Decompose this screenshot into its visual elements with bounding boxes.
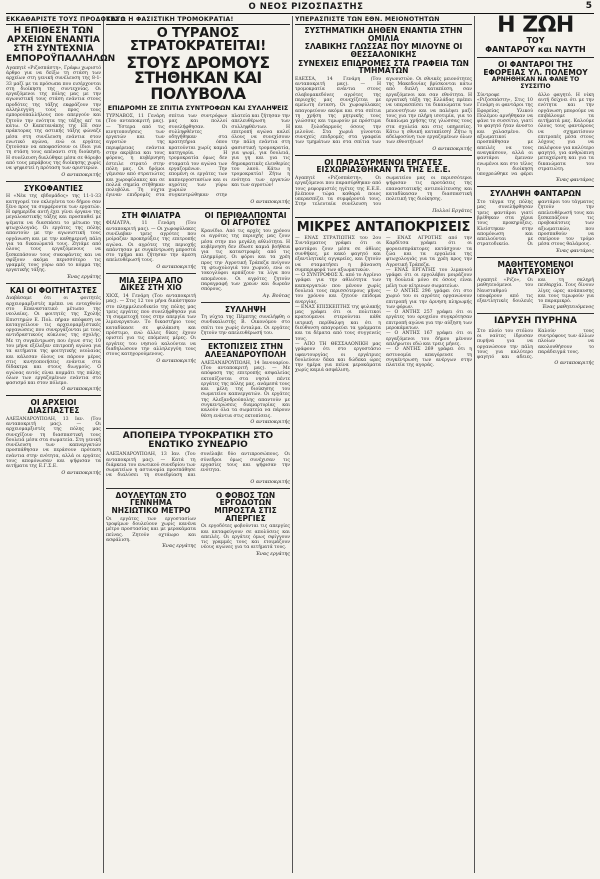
article-signature: Ένας εργάτης bbox=[255, 551, 290, 557]
brand-title: Η ΖΩΗ bbox=[497, 13, 574, 38]
divider bbox=[477, 186, 594, 187]
article bbox=[6, 185, 101, 280]
article-headline: ΔΟΥΛΕΥΤΩΝ ΣΤΟ ΓΕΝΝΗΜΑ ΝΗΣΙΩΤΙΚΟ ΜΕΤΡΟ bbox=[111, 490, 191, 516]
article bbox=[201, 492, 290, 557]
article-signature: Ένας φαντάρος bbox=[555, 248, 594, 254]
article bbox=[106, 492, 196, 557]
article-body: Αγαπητέ «Ριζο», Οι μαθητευόμενοι του Ναυσταθμού υποφέρουν από τις εξαντλητικές δουλειές και τη σκληρή πειθαρχία. Τους δίνουν λίγες ώρες ανάπαυσης και τους τιμωρούν για το παραμικρό. bbox=[477, 278, 594, 305]
article-headline: ΣΤΗ ΦΙΛΙΑΤΡΑ bbox=[121, 210, 181, 220]
article-signature: Ο ανταποκριτής bbox=[156, 358, 196, 364]
article bbox=[6, 26, 116, 178]
article-signature: Ο ανταποκριτής bbox=[61, 470, 101, 476]
lead-subhead: ΕΠΙΔΡΟΜΗ ΣΕ ΣΠΙΤΙΑ ΣΥΝΤΡΟΦΩΝ ΚΑΙ ΣΥΛΛΗΨΕΙΣ bbox=[107, 103, 289, 112]
divider bbox=[106, 273, 196, 274]
lead-article bbox=[106, 27, 290, 205]
short-report: — Ο ΑΝΤΗΣ 269 γράφει ότι η αστυνομία απαγόρευσε τη συγκέντρωση των ανέργων στην πλατεία της αγοράς. bbox=[386, 347, 472, 369]
short-report: — ΕΝΑΣ ΕΠΙΣΚΕΠΤΗΣ της φυλακής μας γράφει ότι οι πολιτικοί κρατούμενοι στερούνται κάθε ιατρική περίθαλψη και ότι η διεύθυνση απαγορεύει τα γράμματα και τα δέματα από τους συγγενείς τους. bbox=[295, 304, 381, 342]
divider bbox=[106, 428, 290, 429]
article-headline: ΙΔΡΥΣΗ ΠΥΡΗΝΑ bbox=[494, 316, 577, 327]
lead-headline: Ο ΤΥΡΑΝΟΣ ΣΤΡΑΤΟΚΡΑΤΕΙΤΑΙ! bbox=[130, 26, 266, 55]
article-signature: Ο ανταποκριτής bbox=[156, 264, 196, 270]
article-headline: ΜΙΑ ΣΕΙΡΑ ΑΠΟ ΔΙΚΕΣ ΣΤΗ ΧΙΟ bbox=[118, 275, 184, 293]
divider bbox=[106, 208, 290, 209]
short-report: — Ο ΣΥΝΤΡΟΦΟΣ Χ. από το Αγρίνιο γράφει για την αθλιότητα των καπνεργατών που μένουν χωρίς δουλειά τους περισσότερους μήνες του χρόνου και ζητούν επίδομα ανεργίας. bbox=[295, 273, 381, 305]
short-report: — Ο ΑΝΤΗΣ 257 γράφει ότι οι εργάτες του ορυχείου συγκρότησαν επιτροπή αγώνα για την αύξηση των μεροκάματων. bbox=[386, 310, 472, 332]
article-signature: Ένας μαθητευόμενος bbox=[541, 305, 594, 311]
article-body: ΧΙΟΣ, 14 Γενάρη (Του ανταποκριτή μας). — Στις 12 του μήνα δικάστηκαν στο πλημμελειοδικείο της πόλης μας τρεις εργάτες που συνελήφθησαν για τη συμμετοχή τους στην απεργία των λιμενεργατών. Το δικαστήριο τους καταδίκασε σε φυλάκιση και πρόστιμο, ενώ άλλες δίκες έχουν οριστεί για τις επόμενες μέρες. Οι εργάτες του νησιού καλούνται να διαδηλώσουν την αλληλεγγύη τους στους κατηγορούμενους. bbox=[106, 293, 196, 358]
short-report: — Ο ΑΝΤΗΣ 167 γράφει ότι οι εργαζόμενοι του δήμου μένουν απλήρωτοι εδώ και τρεις μήνες. bbox=[386, 331, 472, 347]
banner-headline: ΑΠΟΠΕΙΡΑ ΤΥΡΟΚΡΑΤΙΚΗ ΣΤΟ ΕΝΩΤΙΚΟ ΣΥΝΕΔΡΙΟ bbox=[122, 430, 274, 451]
divider bbox=[477, 57, 594, 58]
article-body: Στο τάγμα της πόλης μας συνελήφθησαν τρεις φαντάροι γιατί βρέθηκαν στα χέρια τους προκηρύξεις. Κλείστηκαν στην απομόνωση και απειλούνται με στρατοδικείο. Οι φαντάροι του τάγματος ζητούν την απελευθέρωσή τους και ξεσκεπάζουν τις προβοκάτσιες των αξιωματικών, που προσπαθούν να σπείρουν τον τρόμο μέσα στους θαλάμους. bbox=[477, 200, 594, 248]
article-headline: ΟΙ ΑΡΧΕΙΟΙ ΔΙΑΣΠΑΣΤΕΣ bbox=[27, 398, 80, 416]
article-headline: ΟΙ ΦΑΝΤΑΡΟΙ ΤΗΣ ΕΦΟΡΕΙΑΣ ΥΛ. ΠΟΛΕΜΟΥ bbox=[483, 60, 588, 77]
column-rule bbox=[292, 16, 293, 873]
article-headline: ΜΙΚΡΕΣ ΑΝΤΑΠΟΚΡΙΣΕΙΣ bbox=[296, 219, 471, 235]
short-report: — ΕΝΑΣ ΑΓΡΟΤΗΣ από την Καρδίτσα γράφει ότι οι φοροεισπράκτορες κατάσχουν τα ζώα και τα εργαλεία της φτωχολογιάς για τα χρέη προς την Αγροτική Τράπεζα. bbox=[386, 236, 472, 268]
short-report-list bbox=[295, 236, 472, 374]
column-2 bbox=[106, 16, 290, 875]
article-signature: Πολλοί Εργάτες bbox=[432, 208, 472, 214]
article-headline: ΕΚΤΟΠΙΣΕΙΣ ΣΤΗΝ ΑΛΕΞΑΝΔΡΟΥΠΟΛΗ bbox=[204, 342, 287, 359]
divider bbox=[6, 283, 101, 284]
short-report: — Ο ΑΝΤΗΣ 296 γράφει ότι στο χωριό του οι αγρότες οργανώνουν επιτροπή για την άρνηση πληρωμής των φόρων. bbox=[386, 288, 472, 310]
article-body: Σύντροφε «Ριζοσπάστη», Στις 10 Γενάρη οι φαντάροι της Εφορείας Υλικού Πολέμου αρνήθηκαν να φάνε το συσσίτιο, γιατί το φαγητό ήταν άνοστο και χαλασμένο. Οι αξιωματικοί προσπάθησαν με απειλές να τους αναγκάσουν, αλλά οι φαντάροι έμειναν ενωμένοι και στο τέλος η διοίκηση υποχρεώθηκε να φέρει άλλο φαγητό. Η νίκη αυτή δείχνει ότι με την ενότητα και την οργάνωση μπορούμε να επιβάλουμε τα αιτήματά μας. Καλούμε όλους τους φαντάρους να σχηματίσουν επιτροπές μέσα στους λόχους για να παλέψουν για καλύτερο φαγητό, για ανθρώπινη μεταχείριση και για τα δικαιώματα του στρατιώτη. bbox=[477, 92, 594, 178]
article-body: Αγαπητέ «Ριζοσπάστη», Οι εργαζόμενοι που παρασύρθηκαν από τους ρεφορμιστές ηγέτες της Ε.Ε.Ε. βλέπουν τώρα καθαρά ποιος υπερασπίζει τα συμφέροντά τους. Στην τελευταία συνέλευση του σωματείου μας οι περισσότεροι ψήφισαν τις προτάσεις της επαναστατικής αντιπολίτευσης και καταδίκασαν τη διασπαστική πολιτική της διοίκησης. bbox=[295, 175, 472, 208]
lead-headline: ΣΤΟΥΣ ΔΡΟΜΟΥΣ ΣΤΗΘΗΚΑΝ ΚΑΙ ΠΟΛΥΒΟΛΑ bbox=[126, 53, 270, 104]
divider bbox=[106, 488, 290, 489]
lead-headline: ΣΛΑΒΙΚΗΣ ΓΛΩΣΣΑΣ ΠΟΥ ΜΙΛΟΥΝΕ ΟΙ ΘΕΣΣΑΛΟΝΙΚΗΣ bbox=[304, 42, 463, 59]
divider bbox=[477, 257, 594, 258]
article-signature: Ένας εργάτης bbox=[66, 274, 101, 280]
page-number: 5 bbox=[585, 1, 592, 11]
article-body: ΑΛΕΞΑΝΔΡΟΥΠΟΛΗ, 13 Ιαν. (Του ανταποκριτή μας). — Οι αρχειομαρξιστές της πόλης μας συνεχίζουν τη διασπαστική τους δουλειά μέσα στα σωματεία. Στη γενική συνέλευση των καπνεργατών προσπάθησαν να περάσουν πρόταση ενάντια στην ενότητα, αλλά οι εργάτες τους απομόνωσαν και ψήφισαν τα αιτήματα της Ε.Γ.Σ.Ε. bbox=[6, 416, 101, 470]
article-signature: Ο ανταποκριτής bbox=[61, 172, 101, 178]
section-header: ΚΑΤΩ Η ΦΑΣΙΣΤΙΚΗ ΤΡΟΜΟΚΡΑΤΙΑ! bbox=[106, 16, 290, 25]
column-rule bbox=[103, 16, 104, 873]
article-headline: ΜΑΘΗΤΕΥΟΜΕΝΟΙ ΝΑΥΤΑΡΧΕΙΟΥ bbox=[497, 259, 574, 277]
column-4 bbox=[477, 13, 594, 875]
section-header: ΕΚΚΑΘΑΡΙΣΤΕ ΤΟΥΣ ΠΡΟΔΟΤΕΣ ! bbox=[6, 16, 125, 23]
article-body: ΑΛΕΞΑΝΔΡΟΥΠΟΛΗ, 14 Ιανουαρίου. (Του ανταποκριτή μας). — Με απόφαση της επιτροπής ασφαλείας εκτοπίζονται στα νησιά πέντε εργάτες της πόλης μας, ανάμεσά τους και μέλη της διοίκησης του σωματείου καπνεργατών. Οι εργάτες της Αλεξανδρούπολης απαντούν με συγκεντρώσεις διαμαρτυρίας και καλούν όλα τα σωματεία να πάρουν θέση ενάντια στις εκτοπίσεις. bbox=[201, 360, 291, 419]
article bbox=[477, 61, 594, 183]
article-signature: Ο ανταποκριτής bbox=[554, 361, 594, 367]
article-headline: ΣΥΛΛΗΨΗ ΦΑΝΤΑΡΩΝ bbox=[489, 189, 582, 199]
divider bbox=[6, 181, 101, 182]
article-signature: Ένας εργάτης bbox=[161, 544, 196, 550]
short-report: — ΕΝΑΣ ΣΤΡΑΤΙΩΤΗΣ του 2ου Συντάγματος γράφει ότι οι φαντάροι ζουν μέσα σε άθλιες συνθήκες, με κακό φαγητό και εξαντλητικές αγγαρείες, και ζητούν να σταματήσει η βάναυση συμπεριφορά των αξιωματικών. bbox=[295, 236, 381, 273]
article-body: ΤΥΡΝΑΒΟΣ, 11 Γενάρη (Του ανταποκριτή μας). — Ύστερα από τις κινητοποιήσεις των εργατών και των αγροτών της περιφέρειας ενάντια στην ακρίβεια και τους φόρους, η κυβέρνηση έστειλε στρατό στην πόλη μας. Οι δρόμοι γέμισαν από στρατιώτες και χωροφύλακες και σε πολλά σημεία στήθηκαν πολυβόλα. Τη νύχτα έγιναν επιδρομές στα σπίτια των συντρόφων μας και πολλοί συνελήφθησαν. Οι συλληφθέντες οδηγήθηκαν στα κρατητήρια όπου κρατούνται χωρίς καμιά κατηγορία. Η τρομοκρατία όμως δεν σταματά τον αγώνα των εργαζομένων. Την επομένη οι εργάτες των καπνεργοστασίων και οι αγρότες των γύρω χωριών συγκεντρώθηκαν στην πλατεία και ζήτησαν την απελευθέρωση των συλληφθέντων. Η επιτροπή αγώνα καλεί όλους να συνεχίσουν την πάλη ενάντια στη φασιστική τρομοκρατία, για ψωμί, για δουλειά, για γη και για τις δημοκρατικές ελευθερίες του λαού. Κάτω η τρομοκρατία! Ζήτω η ενότητα των εργατών και των αγροτών! bbox=[106, 113, 290, 199]
section-header: ΥΠΕΡΑΣΠΙΣΤΕ ΤΩΝ ΕΘΝ. ΜΕΙΟΝΟΤΗΤΩΝ bbox=[295, 16, 472, 25]
article-body: Οι εργοδότες φοβούνται τις απεργίες και καταφεύγουν σε απολύσεις και απειλές. Οι εργάτες όμως σφίγγουν τις γραμμές τους και ετοιμάζουν νέους αγώνες για τα αιτήματά τους. bbox=[201, 524, 290, 551]
article-body: Οι εργάτες των εργοστασίων τροφίμων δουλεύουν χωρίς κανένα μέτρο προστασίας και με μεροκάματα πείνας. Ζητούν οχτάωρο και ασφάλιση. bbox=[106, 516, 196, 543]
short-report: — ΑΠΟ ΤΗ ΘΕΣΣΑΛΟΝΙΚΗ μας γράφουν ότι στο εργοστάσιο υφαντουργίας οι εργάτριες δουλεύουν δέκα και δώδεκα ώρες την ημέρα για πείνα μεροκάματα χωρίς καμιά ασφάλιση. bbox=[295, 341, 381, 374]
article-body: ΑΛΕΞΑΝΔΡΟΥΠΟΛΗ, 13 Ιαν. (Του ανταποκριτή μας). — Κατά τη διάρκεια του ενωτικού συνεδρίου των σωματείων η αστυνομία προσπάθησε να διαλύσει τη συνεδρίαση και συνέλαβε δύο αντιπροσώπους. Οι σύνεδροι όμως συνέχισαν τις εργασίες τους και ψήφισαν την ενότητα. bbox=[106, 452, 290, 479]
article-row bbox=[106, 212, 290, 425]
article-headline: ΣΥΛΛΗΨΗ bbox=[224, 304, 267, 314]
article bbox=[201, 212, 290, 425]
article bbox=[477, 190, 594, 253]
article bbox=[477, 317, 594, 366]
article-signature: Αγ. Βούτας bbox=[262, 293, 290, 299]
article-body: Κρανίδιο. Από τις αρχές του χρόνου οι αγρότες της περιοχής μας ζουν μέσα στην πιο μεγάλη αθλιότητα. Η κυβέρνηση δεν έδωσε καμιά βοήθεια για τις καταστροφές από τις πλημμύρες. Οι φόροι και τα χρέη προς την Αγροτική Τράπεζα πνίγουν τη φτωχολογιά του χωριού, ενώ οι τοκογλύφοι αρπάζουν τα λίγα που απομένουν. Οι αγρότες ζητούν παραγραφή των χρεών και δωρεάν σπόρους. bbox=[201, 228, 290, 293]
article-signature: Ο ανταποκριτής bbox=[250, 199, 290, 205]
lead-headline: ΣΥΣΤΗΜΑΤΙΚΗ ΔΗΘΕΝ ΕΝΑΝΤΙΑ ΣΤΗΝ ΟΜΙΛΙΑ bbox=[304, 26, 463, 43]
divider bbox=[6, 395, 101, 396]
section-brand bbox=[477, 13, 594, 54]
article-signature: Ο ανταποκριτής bbox=[432, 146, 472, 152]
column-3 bbox=[295, 16, 472, 875]
article-signature: Ο ανταποκριτής bbox=[61, 387, 101, 393]
article-signature: Ένας φαντάρος bbox=[555, 178, 594, 184]
article-signature: Ο ανταποκριτής bbox=[250, 479, 290, 485]
newspaper-title: Ο ΝΕΟΣ ΡΙΖΟΣΠΑΣΤΗΣ bbox=[248, 2, 364, 12]
article bbox=[6, 399, 101, 475]
lead-headline: ΣΥΝΕΧΕΙΣ ΕΠΙΔΡΟΜΕΣ ΣΤΑ ΓΡΑΦΕΙΑ ΤΩΝ ΤΜΗΜΑΤΩΝ bbox=[298, 58, 469, 76]
brand-subtitle: ΦΑΝΤΑΡΟΥ και ΝΑΥΤΗ bbox=[485, 45, 586, 54]
divider bbox=[477, 313, 594, 314]
divider bbox=[295, 155, 472, 156]
article-body: ΦΙΛΙΑΤΡΑ, 11 Γενάρη (Του ανταποκριτή μας). — Οι χωροφύλακες συνέλαβαν τρεις αγρότες που μοίραζαν προκηρύξεις της επιτροπής αγώνα. Οι αγρότες της περιοχής απάντησαν με συγκέντρωση μπροστά στο τμήμα και ζήτησαν την άμεση απελευθέρωσή τους. bbox=[106, 221, 196, 264]
article-headline: ΟΙ ΠΕΡΙΘΑΛΠΟΝΤΑΙ ΟΙ ΑΓΡΟΤΕΣ bbox=[204, 210, 287, 228]
article-body: Στο πλοίο του στόλου οι ναύτες ίδρυσαν πυρήνα για να οργανώσουν την πάλη τους για καλύτερο φαγητό και αδειες. Καλούν τους συντρόφους των άλλων πλοίων να ακολουθήσουν το παράδειγμά τους. bbox=[477, 328, 594, 361]
article-body: Η «Νέα της εβδομάδος» της 11-1-33 κατηγορεί τον εκλεγέντα του δήμου σαν ξένο προς τα συμφέροντα των εργατών. Η εφημερίδα αυτή έχει γίνει όργανο της μεγαλοαστικής τάξης και προσπαθεί με ψέματα να διασπάσει το μέτωπο της φτωχολογιάς. Οι εργάτες της πόλης απαντούν με την αγωνιστική τους οργάνωση και με την καθημερινή πάλη για τα δικαιώματά τους. Ζητάμε από όλους τους εργαζόμενους να ξεσκεπάσουν τους συκοφάντες και να σφίξουν ακόμα περισσότερο τις γραμμές τους γύρω από το κόμμα της εργατικής τάξης. bbox=[6, 194, 101, 274]
article-signature: Ο ανταποκριτής bbox=[250, 419, 290, 425]
article bbox=[6, 287, 101, 393]
divider bbox=[201, 339, 290, 340]
article bbox=[295, 159, 472, 214]
article bbox=[477, 261, 594, 311]
column-rule bbox=[474, 16, 475, 873]
brand-connector: ΤΟΥ bbox=[526, 36, 545, 45]
divider bbox=[295, 217, 472, 218]
lead-article bbox=[295, 27, 472, 152]
column-1 bbox=[6, 16, 125, 875]
article-headline: ΟΙ ΠΑΡΑΣΥΡΜΕΝΟΙ ΕΡΓΑΤΕΣ ΕΙΣΧΩΡΙΑΣΘΗΚΑΝ ΤΑ ΤΗΣ Ε.Ε.Ε. bbox=[316, 157, 451, 175]
short-reports bbox=[295, 221, 472, 374]
article-headline: ΚΑΙ ΟΙ ΦΟΙΤΗΤΑΣΤΕΣ bbox=[9, 285, 98, 295]
article-headline: Η ΕΠΙΘΕΣΗ ΤΩΝ ΑΡΧΕΙΩΝ ΕΝΑΝΤΙΑ ΣΤΗ ΣΥΝΤΕΧΝΙΑ ΕΜΠΟΡΟΫΠΑΛΛΗΛΩΝ bbox=[6, 26, 116, 64]
article-row bbox=[106, 492, 290, 557]
short-report: — ΕΝΑΣ ΕΡΓΑΤΗΣ του λιμανιού γράφει ότι οι εργολάβοι μοιράζουν τη δουλειά μόνο σε όσους είναι μέλη των κίτρινων σωματείων. bbox=[386, 267, 472, 289]
article-subhead: ΑΡΝΗΘΗΚΑΝ ΝΑ ΦΑΝΕ ΤΟ ΣΥΣΣΙΤΙΟ bbox=[491, 76, 580, 91]
article bbox=[106, 212, 196, 425]
article-body: Τη νύχτα της Πέμπτης συνελήφθη ο συνδικαλιστής Β. Οικονόμου στο σπίτι του χωρίς ένταλμα. Οι εργάτες ζητούν την απελευθέρωσή του. bbox=[201, 315, 290, 337]
divider bbox=[201, 302, 290, 303]
article-body: Διαβάσαμε ότι οι φοιτητές αρχειομαρξιστές πρέπει να ενταχθούν στο Επαναστατικό μέτωπο της νεολαίας. Οι φοιτητές της Σχολής Επιστημών Ε. Πολ. πήραν απόφαση να καταγγείλουν τις αρχειομαρξιστικές οργανώσεις που συνεργάζονται με τους αντιδραστικούς κύκλους της σχολής. Με τη συγκέντρωση που έγινε στις 10 του μήνα εξέλεξαν επιτροπή αγώνα για τα αιτήματα της φοιτητικής νεολαίας και κάλεσαν όλους να πάρουν μέρος στις κινητοποιήσεις ενάντια στα δίδακτρα και στους διωγμούς. Ο αγώνας αυτός είναι κομμάτι της πάλης όλων των εργαζομένων ενάντια στο φασισμό και στον πόλεμο. bbox=[6, 296, 101, 387]
article-headline: Ο ΦΟΒΟΣ ΤΩΝ ΕΡΓΟΔΟΤΩΝ ΜΠΡΟΣΤΑ ΣΤΙΣ ΑΠΕΡΓΙΕΣ bbox=[214, 490, 277, 523]
article-body: Αγαπητέ «Ριζοσπάστη», Γράφω χωριστό άρθρο για να δείξω τη στάση των αρχείων στη γενική συνέλευση της 8-1-33 μαζί με τα πρόσωπα που εισέρχονται στη διοίκηση της συντεχνίας. Οι εργαζόμενοι της πόλης μας με την αγωνιστική τους στάση ενάντια στους προδότες της τάξης εκφράζουν την αλληλεγγύη τους προς τους εμποροϋπαλλήλους που απεργούν και ζητούν την ενότητα της τάξης απ’ τα κάτω. Ο Καπετανάκης της ΕΕ σαν πράκτορας της αστικής τάξης φώναζε μέσα στη συνέλευση ενάντια στον ενωτικό αγώνα, ενώ οι εργάτες ζητούσαν να αποφασίσουν οι ίδιοι για τη στάση τους απέναντι στη διοίκηση. Η συνέλευση διαλύθηκε μέσα σε θόρυβο από τους μπράβους της διοίκησης χωρίς να ψηφιστεί η πρόταση των αριστερών. bbox=[6, 65, 101, 172]
article-body: ΕΔΕΣΣΑ, 14 Γενάρη (Του ανταποκριτή μας). — Η τρομοκρατία ενάντια στους σλαβομακεδόνες αγρότες της περιοχής μας συνεχίζεται με αμείωτη ένταση. Οι χωροφύλακες απαγορεύουν ακόμα και στα σπίτια τη χρήση της μητρικής τους γλώσσας και τιμωρούν με πρόστιμα και ξυλοδαρμούς όσους την μιλούνε. Στα χωριά γίνονται συνεχείς επιδρομές στα γραφεία των τμημάτων και στα σπίτια των αγωνιστών. Οι εθνικές μειονότητες της Μακεδονίας βρίσκονται κάτω από διπλή καταπίεση, σαν εργαζόμενοι και σαν εθνότητα. Η εργατική τάξη της Ελλάδας πρέπει να υπερασπίσει τα δικαιώματα των μειονοτήτων και να παλέψει μαζί τους για την πλήρη ισοτιμία, για το δικαίωμα χρήσης της γλώσσας τους στα σχολεία και στις υπηρεσίες. Κάτω η εθνική καταπίεση! Ζήτω η αδελφοσύνη των εργαζομένων όλων των εθνοτήτων! bbox=[295, 76, 472, 146]
article-headline: ΣΥΚΟΦΑΝΤΙΕΣ bbox=[23, 183, 84, 193]
